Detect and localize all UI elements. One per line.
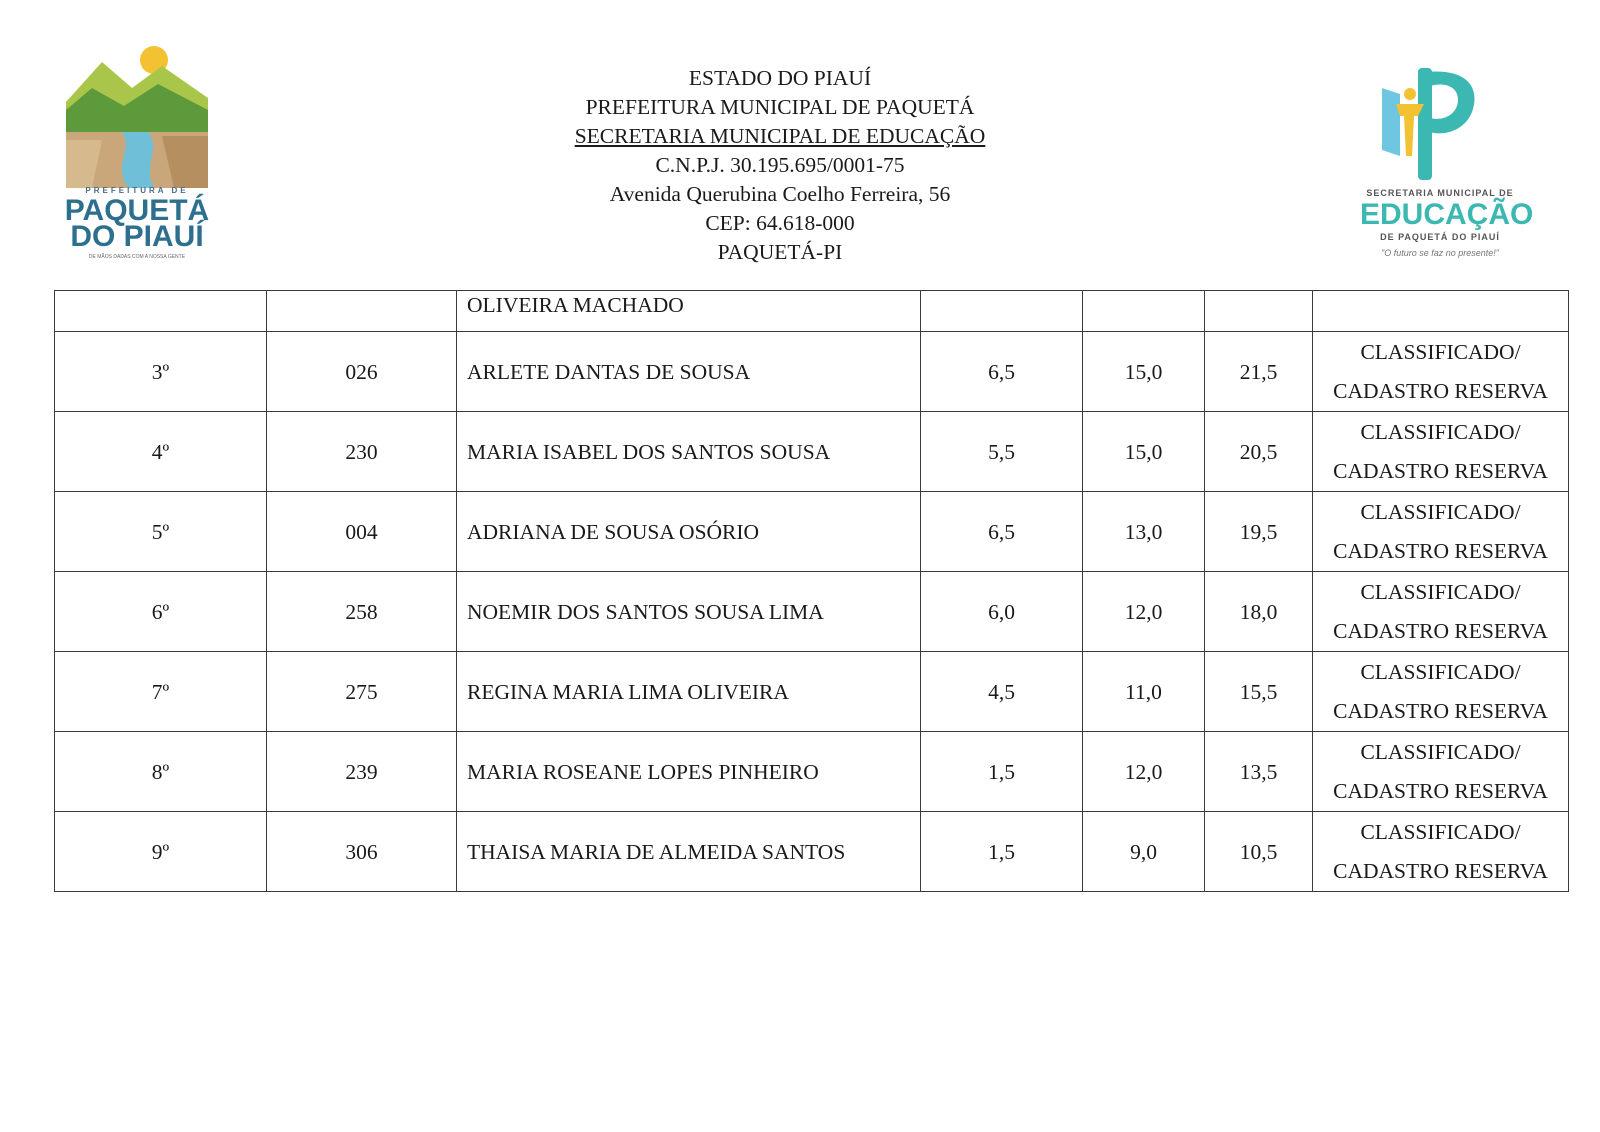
table-row: [55, 492, 1569, 572]
header-address: Avenida Querubina Coelho Ferreira, 56: [609, 182, 951, 206]
score1-cell: 5,5: [921, 412, 1083, 492]
table-row: [55, 732, 1569, 812]
status-line1: CLASSIFICADO/: [1360, 339, 1521, 364]
table-row: [55, 652, 1569, 732]
table-row: [55, 812, 1569, 892]
score1-cell: 6,0: [921, 572, 1083, 652]
score2-cell: 12,0: [1083, 572, 1205, 652]
table-row: [55, 332, 1569, 412]
status-line1: CLASSIFICADO/: [1360, 739, 1521, 764]
mountain-landscape-icon: [62, 40, 212, 190]
score2-cell: 15,0: [1083, 412, 1205, 492]
status-line2: CADASTRO RESERVA: [1333, 858, 1548, 883]
results-table: [54, 290, 1569, 892]
logo-secretaria-text: SECRETARIA MUNICIPAL DE: [1366, 188, 1514, 198]
status-line2: CADASTRO RESERVA: [1333, 698, 1548, 723]
name-cell: THAISA MARIA DE ALMEIDA SANTOS: [457, 812, 921, 892]
status-cell: [1313, 572, 1569, 652]
total-cell: 10,5: [1205, 812, 1313, 892]
table-row: [55, 572, 1569, 652]
logo-slogan: DE MÃOS DADAS COM A NOSSA GENTE: [88, 254, 186, 260]
total-cell: 20,5: [1205, 412, 1313, 492]
code-cell: [267, 291, 457, 332]
position-cell: 5º: [55, 492, 267, 572]
score1-cell: 4,5: [921, 652, 1083, 732]
status-line1: CLASSIFICADO/: [1360, 579, 1521, 604]
status-cell: [1313, 332, 1569, 412]
name-cell: MARIA ROSEANE LOPES PINHEIRO: [457, 732, 921, 812]
header-secretariat: SECRETARIA MUNICIPAL DE EDUCAÇÃO: [574, 124, 986, 148]
status-cell: [1313, 732, 1569, 812]
status-line2: CADASTRO RESERVA: [1333, 458, 1548, 483]
total-cell: 13,5: [1205, 732, 1313, 812]
position-cell: 8º: [55, 732, 267, 812]
score2-cell: 9,0: [1083, 812, 1205, 892]
score2-cell: 12,0: [1083, 732, 1205, 812]
position-cell: 9º: [55, 812, 267, 892]
status-cell: [1313, 412, 1569, 492]
score1-cell: 1,5: [921, 812, 1083, 892]
logo-paqueta-text: DE PAQUETÁ DO PIAUÍ: [1380, 232, 1500, 242]
status-line2: CADASTRO RESERVA: [1333, 618, 1548, 643]
status-cell: [1313, 291, 1569, 332]
header-state: ESTADO DO PIAUÍ: [688, 66, 872, 90]
score2-cell: [1083, 291, 1205, 332]
status-line2: CADASTRO RESERVA: [1333, 378, 1548, 403]
name-cell: ADRIANA DE SOUSA OSÓRIO: [457, 492, 921, 572]
total-cell: 18,0: [1205, 572, 1313, 652]
status-cell: [1313, 492, 1569, 572]
score2-cell: 13,0: [1083, 492, 1205, 572]
position-cell: [55, 291, 267, 332]
table-row: [55, 412, 1569, 492]
logo-educacao-text: EDUCAÇÃO: [1360, 198, 1534, 231]
score2-cell: 11,0: [1083, 652, 1205, 732]
total-cell: [1205, 291, 1313, 332]
logo-slogan: "O futuro se faz no presente!": [1381, 248, 1499, 258]
status-line2: CADASTRO RESERVA: [1333, 778, 1548, 803]
position-cell: 7º: [55, 652, 267, 732]
status-line1: CLASSIFICADO/: [1360, 419, 1521, 444]
total-cell: 15,5: [1205, 652, 1313, 732]
code-cell: 258: [267, 572, 457, 652]
total-cell: 21,5: [1205, 332, 1313, 412]
position-cell: 4º: [55, 412, 267, 492]
name-cell: ARLETE DANTAS DE SOUSA: [457, 332, 921, 412]
table-row: [55, 291, 1569, 332]
code-cell: 239: [267, 732, 457, 812]
header-cep: CEP: 64.618-000: [705, 211, 855, 235]
document-header: [480, 64, 1080, 267]
code-cell: 306: [267, 812, 457, 892]
secretaria-educacao-logo: [1360, 60, 1534, 270]
code-cell: 026: [267, 332, 457, 412]
name-cell: MARIA ISABEL DOS SANTOS SOUSA: [457, 412, 921, 492]
header-prefecture: PREFEITURA MUNICIPAL DE PAQUETÁ: [585, 95, 975, 119]
logo-name-line2: DO PIAUÍ: [70, 220, 204, 253]
score1-cell: 6,5: [921, 332, 1083, 412]
status-line2: CADASTRO RESERVA: [1333, 538, 1548, 563]
position-cell: 6º: [55, 572, 267, 652]
score1-cell: [921, 291, 1083, 332]
code-cell: 275: [267, 652, 457, 732]
status-cell: [1313, 652, 1569, 732]
header-city: PAQUETÁ-PI: [717, 240, 843, 264]
total-cell: 19,5: [1205, 492, 1313, 572]
status-line1: CLASSIFICADO/: [1360, 659, 1521, 684]
logo-prefix-text: PREFEITURA DE: [85, 186, 189, 195]
score1-cell: 1,5: [921, 732, 1083, 812]
logo-name-line1: PAQUETÁ: [64, 194, 210, 227]
position-cell: 3º: [55, 332, 267, 412]
score2-cell: 15,0: [1083, 332, 1205, 412]
status-cell: [1313, 812, 1569, 892]
header-cnpj: C.N.P.J. 30.195.695/0001-75: [655, 153, 905, 177]
letter-p-figure-icon: [1360, 60, 1520, 185]
code-cell: 230: [267, 412, 457, 492]
name-cell: REGINA MARIA LIMA OLIVEIRA: [457, 652, 921, 732]
status-line1: CLASSIFICADO/: [1360, 819, 1521, 844]
name-cell: OLIVEIRA MACHADO: [457, 291, 921, 332]
status-line1: CLASSIFICADO/: [1360, 499, 1521, 524]
prefeitura-logo: [62, 40, 212, 270]
code-cell: 004: [267, 492, 457, 572]
score1-cell: 6,5: [921, 492, 1083, 572]
name-cell: NOEMIR DOS SANTOS SOUSA LIMA: [457, 572, 921, 652]
